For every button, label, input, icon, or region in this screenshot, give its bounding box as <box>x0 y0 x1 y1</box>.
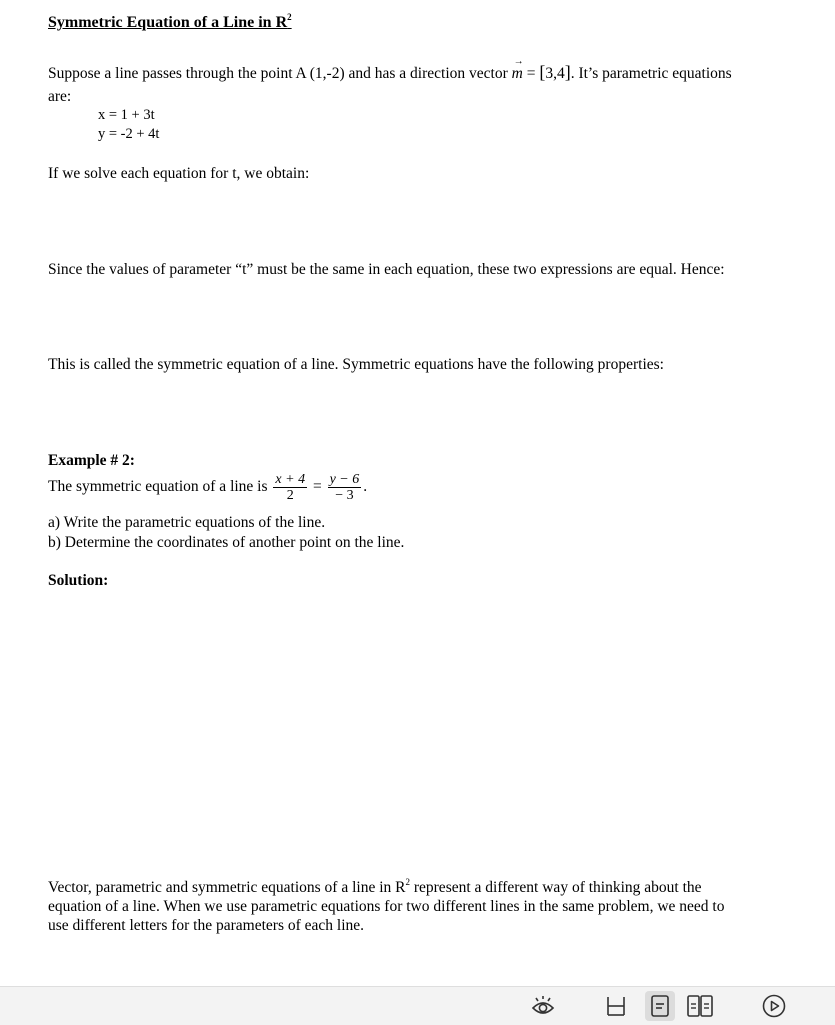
part-b-text: b) Determine the coordinates of another point on the line. <box>48 534 405 551</box>
solve-for-t-text: If we solve each equation for t, we obtain: <box>48 165 310 182</box>
bottom-toolbar <box>0 986 835 1025</box>
intro-paragraph: Suppose a line passes through the point A (1,-2) and has a direction vector → m = [3,4]. It’s parametric equations <box>48 56 732 82</box>
example-heading: Example # 2: <box>48 452 135 469</box>
fraction-y: $\frac{y - 6}{- 3}$ <box>329 472 360 503</box>
page-title: Symmetric Equation of a Line in $R^2$ <box>48 12 292 31</box>
closing-line-1: Vector, parametric and symmetric equations of a line in $R^2$ represent a different way of thinking about the <box>48 877 702 896</box>
two-page-icon <box>686 993 714 1019</box>
part-a-text: a) Write the parametric equations of the line. <box>48 514 326 531</box>
two-page-view-button[interactable] <box>685 991 715 1021</box>
single-page-icon <box>603 993 629 1019</box>
fraction-x: $\frac{x + 4}{2}$ <box>275 472 306 503</box>
intro-continuation: are: <box>48 88 72 105</box>
vector-m: → m <box>511 56 524 82</box>
symmetric-called-text: This is called the symmetric equation of a line. Symmetric equations have the following properties: <box>48 356 664 373</box>
closing-line-3: use different letters for the parameters of each line. <box>48 917 365 934</box>
play-icon <box>761 993 787 1019</box>
parametric-y-equation: y = -2 + 4t <box>98 126 160 142</box>
eye-button[interactable] <box>528 991 558 1021</box>
parametric-x-equation: x = 1 + 3t <box>98 107 155 123</box>
example-statement: The symmetric equation of a line is $\frac{x + 4}{2}$ = $\frac{y - 6}{- 3}$ . <box>48 472 368 503</box>
single-page-view-button[interactable] <box>601 991 631 1021</box>
since-values-text: Since the values of parameter “t” must be the same in each equation, these two expressions are equal. Hence: <box>48 261 725 278</box>
eye-icon <box>530 993 556 1019</box>
document-icon <box>647 993 673 1019</box>
play-button[interactable] <box>759 991 789 1021</box>
solution-heading: Solution: <box>48 572 109 589</box>
document-view-button[interactable] <box>645 991 675 1021</box>
closing-line-2: equation of a line. When we use parametric equations for two different lines in the same problem, we need to <box>48 898 725 915</box>
